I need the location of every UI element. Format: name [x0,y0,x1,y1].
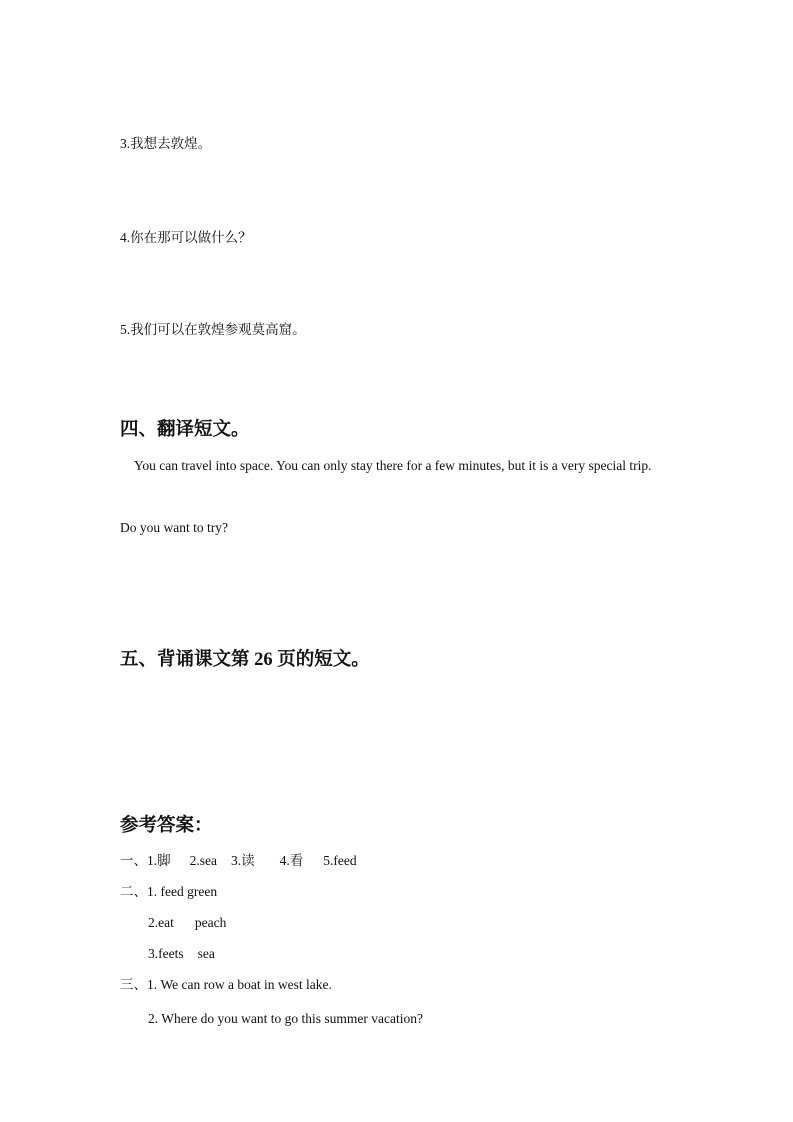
answer-part-3-line-1 [120,976,332,994]
answer-item: 5.feed [323,853,357,868]
question-3: 3.我想去敦煌。 [120,136,212,151]
answers-title: 参考答案： [120,816,213,836]
section-4-title: 四、翻译短文。 [120,420,250,440]
answer-item: 1.脚 [147,853,171,868]
question-4: 4.你在那可以做什么？ [120,230,252,245]
answer-item: 3.读 [231,853,255,868]
passage-question: Do you want to try? [120,520,228,535]
answer-part-3-prefix: 三、 [120,977,147,992]
answer-item: 4.看 [279,853,304,868]
answer-text: 1. feed green [147,884,218,899]
section-5-title: 五、背诵课文第 26 页的短文。 [120,650,370,670]
answer-part-1-prefix: 一、 [120,853,147,868]
answer-item: 2.sea [189,853,217,868]
passage-paragraph: You can travel into space. You can only stay there for a few minutes, but it is a very special trip. [134,458,652,473]
answer-text: 2.eat [148,915,174,930]
answer-part-2-line-2 [148,914,226,932]
answer-text: 1. We can row a boat in west lake. [147,977,332,992]
answer-part-2-line-3 [148,945,215,963]
answer-part-2-line-1 [120,883,217,901]
answer-text: 3.feets [148,946,184,961]
question-5: 5.我们可以在敦煌参观莫高窟。 [120,322,306,337]
answer-part-2-prefix: 二、 [120,884,147,899]
answer-text: peach [194,915,227,930]
answer-text: sea [197,946,215,961]
answer-part-3-line-2: 2. Where do you want to go this summer vacation? [148,1011,423,1026]
answer-part-1 [120,852,357,870]
